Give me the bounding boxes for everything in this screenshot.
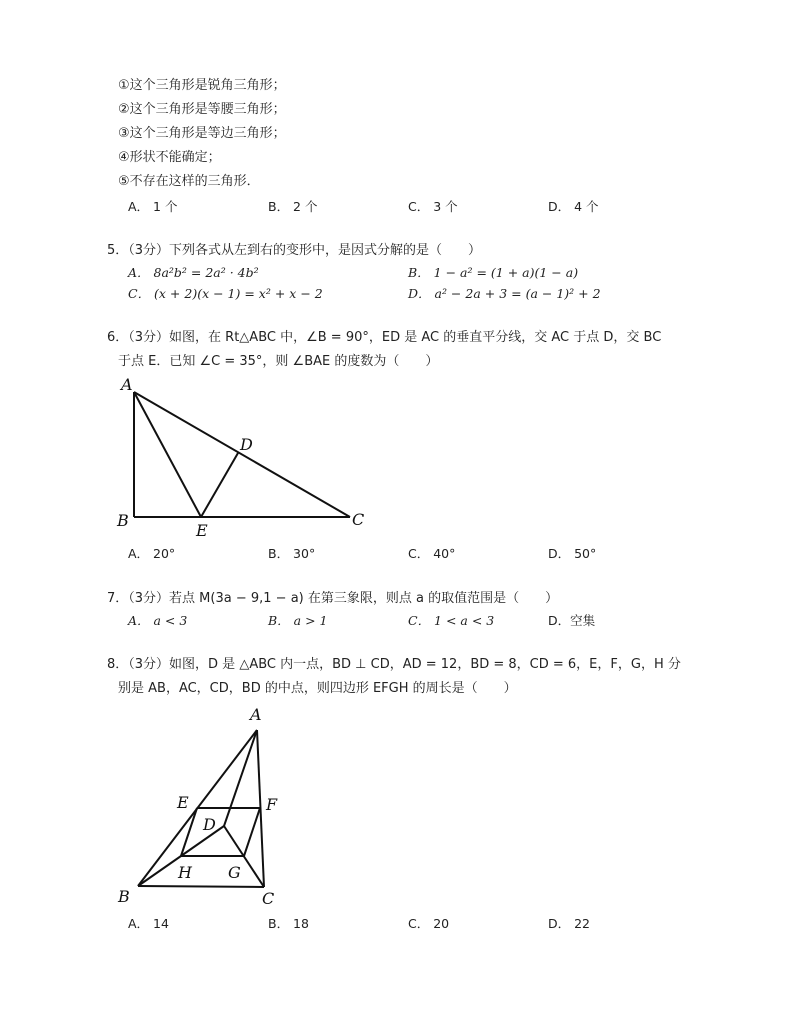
q6-label-d: D <box>240 435 253 454</box>
q8-label-c: C <box>262 889 275 908</box>
q6-figure-lines <box>134 392 350 517</box>
q4-option-a: A． 1 个 <box>128 199 178 214</box>
q8-stem-line2: 别是 AB，AC，CD，BD 的中点，则四边形 EFGH 的周长是（ ） <box>118 681 517 696</box>
q7-stem: 7．（3分）若点 M(3a − 9,1 − a) 在第三象限，则点 a 的取值范围是（ ） <box>107 591 559 606</box>
q8-label-e: E <box>177 793 189 812</box>
q7-option-c: C． 1 < a < 3 <box>408 613 495 628</box>
q5-option-d: D． a² − 2a + 3 = (a − 1)² + 2 <box>408 286 601 301</box>
q5-stem: 5．（3分）下列各式从左到右的变形中，是因式分解的是（ ） <box>107 243 482 258</box>
segment-ed <box>201 453 238 517</box>
q6-option-a: A． 20° <box>128 546 176 561</box>
q4-statement-5: ⑤不存在这样的三角形． <box>118 174 260 189</box>
q4-statement-1: ①这个三角形是锐角三角形； <box>118 78 286 93</box>
q6-stem-line2: 于点 E．已知 ∠C = 35°，则 ∠BAE 的度数为（ ） <box>118 354 439 369</box>
q6-label-b: B <box>117 511 129 530</box>
q8-figure-lines <box>138 730 264 887</box>
q8-label-f: F <box>266 795 278 814</box>
q5-option-b: B． 1 − a² = (1 + a)(1 − a) <box>408 265 579 280</box>
q8-label-h: H <box>178 863 192 882</box>
q6-figure <box>112 370 372 542</box>
segment-bc <box>138 886 264 887</box>
q6-stem-line1: 6．（3分）如图，在 Rt△ABC 中，∠B = 90°，ED 是 AC 的垂直平分线，交 AC 于点 D，交 BC <box>107 330 662 345</box>
q4-statement-3: ③这个三角形是等边三角形； <box>118 126 286 141</box>
q4-option-d: D． 4 个 <box>548 199 599 214</box>
q5-option-c: C． (x + 2)(x − 1) = x² + x − 2 <box>128 286 323 301</box>
q4-option-c: C． 3 个 <box>408 199 458 214</box>
segment-he <box>181 808 197 856</box>
q7-option-a: A． a < 3 <box>128 613 188 628</box>
q6-option-b: B． 30° <box>268 546 316 561</box>
q5-option-a: A． 8a²b² = 2a² · 4b² <box>128 265 259 280</box>
q6-label-c: C <box>352 510 365 529</box>
q8-option-c: C． 20 <box>408 916 450 931</box>
segment-fg <box>244 808 260 856</box>
q8-label-g: G <box>228 863 241 882</box>
q7-option-b: B． a > 1 <box>268 613 328 628</box>
q8-option-b: B． 18 <box>268 916 309 931</box>
q4-statement-2: ②这个三角形是等腰三角形； <box>118 102 286 117</box>
q6-option-c: C． 40° <box>408 546 456 561</box>
q8-stem-line1: 8．（3分）如图，D 是 △ABC 内一点，BD ⊥ CD，AD = 12，BD = 8，CD = 6，E，F，G，H 分 <box>107 657 681 672</box>
q6-option-d: D． 50° <box>548 546 597 561</box>
q6-label-a: A <box>121 375 133 394</box>
q7-option-d: D．空集 <box>548 613 596 628</box>
q8-label-b: B <box>118 887 130 906</box>
q8-option-d: D． 22 <box>548 916 591 931</box>
q6-label-e: E <box>196 521 208 540</box>
q8-label-d: D <box>203 815 216 834</box>
q4-statement-4: ④形状不能确定； <box>118 150 221 165</box>
q8-label-a: A <box>250 705 262 724</box>
q4-option-b: B． 2 个 <box>268 199 318 214</box>
q8-option-a: A． 14 <box>128 916 169 931</box>
q8-figure <box>112 700 312 910</box>
segment-ad <box>224 730 257 826</box>
